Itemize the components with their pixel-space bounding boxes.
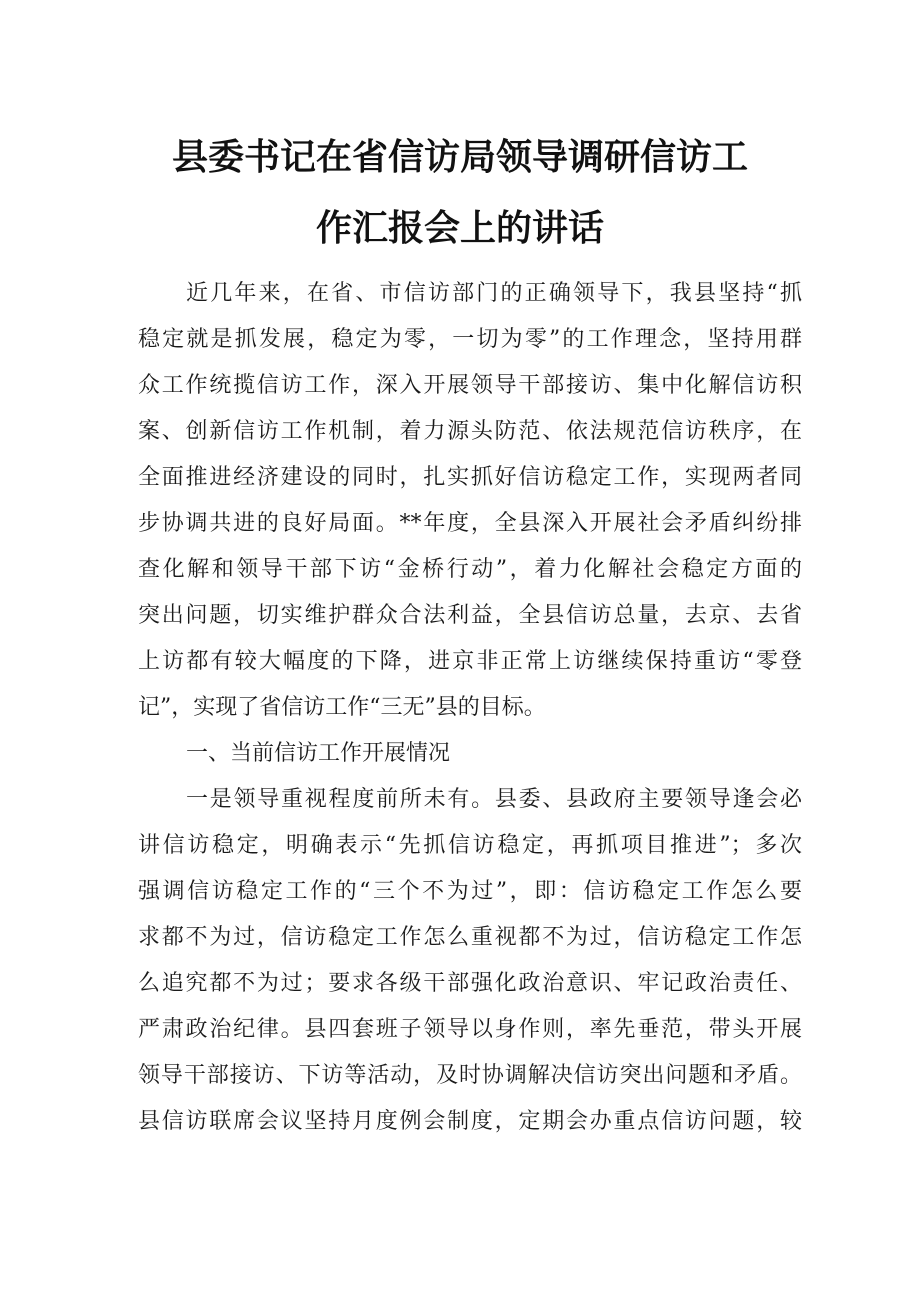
body-line: 县信访联席会议坚持月度例会制度，定期会办重点信访问题，较 [138,1109,802,1134]
document-title-line-2: 作汇报会上的讲话 [315,208,604,249]
body-line: 查化解和领导干部下访“金桥行动”，着力化解社会稳定方面的 [138,557,802,582]
body-line: 求都不为过，信访稳定工作怎么重视都不为过，信访稳定工作怎 [138,925,802,950]
body-line: 步协调共进的良好局面。**年度，全县深入开展社会矛盾纠纷排 [138,511,802,536]
body-line: 记”，实现了省信访工作“三无”县的目标。 [138,695,546,720]
body-line: 一是领导重视程度前所未有。县委、县政府主要领导逢会必 [186,787,802,812]
document-title-line-1: 县委书记在省信访局领导调研信访工 [171,137,748,178]
body-line: 么追究都不为过；要求各级干部强化政治意识、牢记政治责任、 [138,971,802,996]
section-heading: 一、当前信访工作开展情况 [186,741,451,766]
body-line: 案、创新信访工作机制，着力源头防范、依法规范信访秩序，在 [138,419,802,444]
body-line: 全面推进经济建设的同时，扎实抓好信访稳定工作，实现两者同 [138,465,802,490]
body-line: 近几年来，在省、市信访部门的正确领导下，我县坚持“抓 [186,281,802,306]
body-line: 严肃政治纪律。县四套班子领导以身作则，率先垂范，带头开展 [138,1017,802,1042]
body-line: 领导干部接访、下访等活动，及时协调解决信访突出问题和矛盾。 [138,1063,802,1088]
body-line: 稳定就是抓发展，稳定为零，一切为零”的工作理念，坚持用群 [138,327,802,352]
body-line: 上访都有较大幅度的下降，进京非正常上访继续保持重访“零登 [138,649,802,674]
body-line: 讲信访稳定，明确表示“先抓信访稳定，再抓项目推进”；多次 [138,833,802,858]
body-line: 突出问题，切实维护群众合法利益，全县信访总量，去京、去省 [138,603,802,628]
body-line: 强调信访稳定工作的“三个不为过”，即：信访稳定工作怎么要 [138,879,802,904]
body-line: 众工作统揽信访工作，深入开展领导干部接访、集中化解信访积 [138,373,802,398]
